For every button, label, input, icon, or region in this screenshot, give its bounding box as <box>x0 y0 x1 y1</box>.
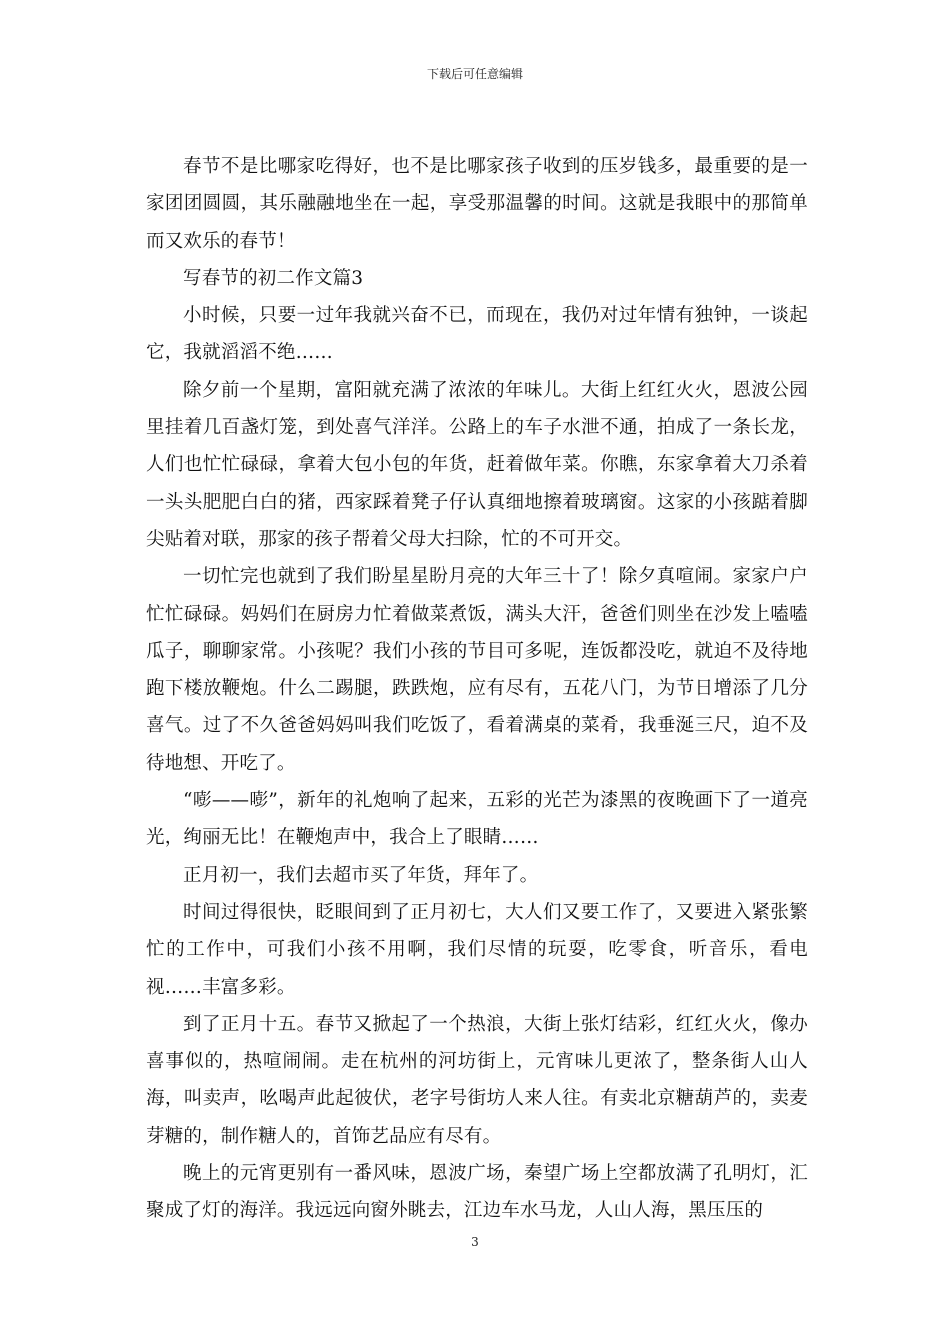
paragraph: 晚上的元宵更别有一番风味，恩波广场，秦望广场上空都放满了孔明灯，汇聚成了灯的海洋。我远远向窗外眺去，江边车水马龙，人山人海，黑压压的 <box>146 1163 808 1222</box>
paragraph: “嘭——嘭”，新年的礼炮响了起来，五彩的光芒为漆黑的夜晚画下了一道亮光，绚丽无比！在鞭炮声中，我合上了眼睛…… <box>146 790 808 849</box>
page-header <box>0 66 950 82</box>
section-heading: 写春节的初二作文篇3 <box>183 267 364 289</box>
paragraph: 到了正月十五。春节又掀起了一个热浪，大街上张灯结彩，红红火火，像办喜事似的，热喧闹闹。走在杭州的河坊街上，元宵味儿更浓了，整条街人山人海，叫卖声，吆喝声此起彼伏，老字号街坊人来人往。有卖北京糖葫芦的，卖麦芽糖的，制作糖人的，首饰艺品应有尽有。 <box>146 1013 808 1147</box>
page-number: 3 <box>471 1235 479 1249</box>
header-text: 下载后可任意编辑 <box>426 67 523 81</box>
document-body <box>146 148 808 1230</box>
paragraph: 除夕前一个星期，富阳就充满了浓浓的年味儿。大街上红红火火，恩波公园里挂着几百盏灯笼，到处喜气洋洋。公路上的车子水泄不通，拍成了一条长龙，人们也忙忙碌碌，拿着大包小包的年货，赶着做年菜。你瞧，东家拿着大刀杀着一头头肥肥白白的猪，西家踩着凳子仔认真细地擦着玻璃窗。这家的小孩踮着脚尖贴着对联，那家的孩子帮着父母大扫除，忙的不可开交。 <box>146 379 808 550</box>
paragraph: 一切忙完也就到了我们盼星星盼月亮的大年三十了！除夕真喧闹。家家户户忙忙碌碌。妈妈们在厨房力忙着做菜煮饭，满头大汗，爸爸们则坐在沙发上嗑嗑瓜子，聊聊家常。小孩呢？我们小孩的节目可多呢，连饭都没吃，就迫不及待地跑下楼放鞭炮。什么二踢腿，跌跌炮，应有尽有，五花八门，为节日增添了几分喜气。过了不久爸爸妈妈叫我们吃饭了，看着满桌的菜肴，我垂涎三尺，迫不及待地想、开吃了。 <box>146 566 808 774</box>
paragraph: 正月初一，我们去超市买了年货，拜年了。 <box>183 864 539 886</box>
paragraph: 时间过得很快，眨眼间到了正月初七，大人们又要工作了，又要进入紧张繁忙的工作中，可我们小孩不用啊，我们尽情的玩耍，吃零食，听音乐，看电视……丰富多彩。 <box>146 901 808 998</box>
paragraph: 春节不是比哪家吃得好，也不是比哪家孩子收到的压岁钱多，最重要的是一家团团圆圆，其乐融融地坐在一起，享受那温馨的时间。这就是我眼中的那简单而又欢乐的春节！ <box>146 156 808 252</box>
page-footer <box>0 1234 950 1250</box>
paragraph: 小时候，只要一过年我就兴奋不已，而现在，我仍对过年情有独钟，一谈起它，我就滔滔不绝…… <box>146 305 808 364</box>
